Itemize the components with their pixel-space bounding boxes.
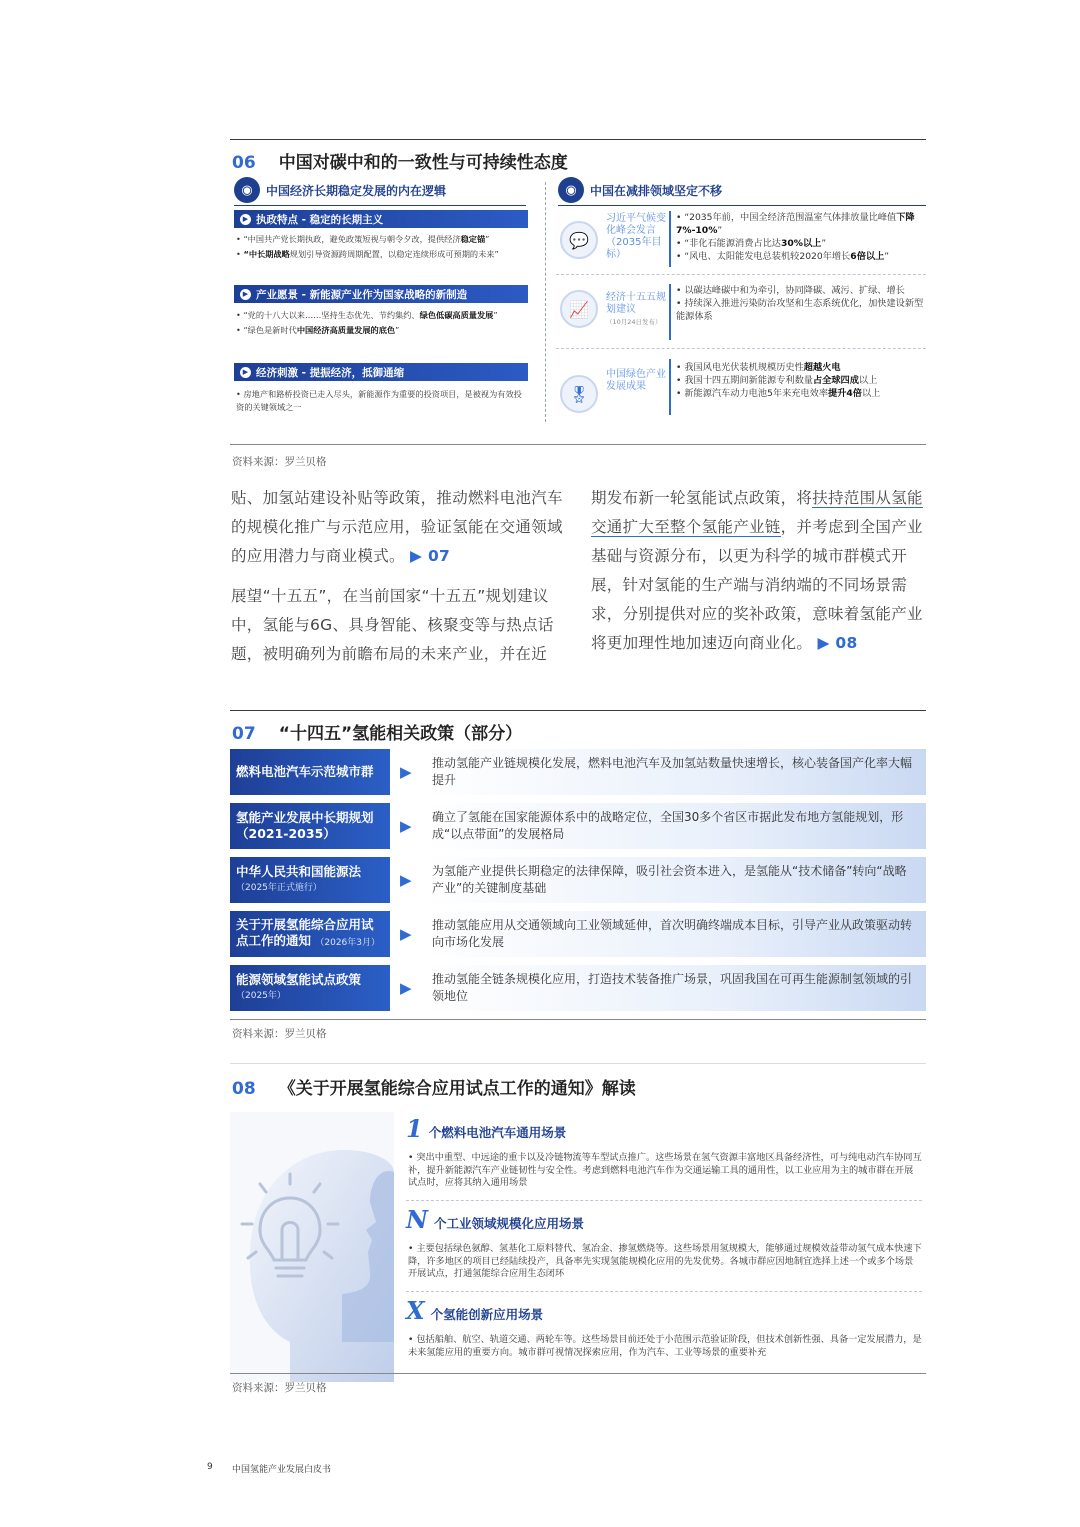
row-label-text: 经济十五五规划建议 xyxy=(606,292,666,315)
policy-description: 推动氢能产业链规模化发展，燃料电池汽车及加氢站数量快速增长，核心装备国产化率大幅提升 xyxy=(424,749,926,795)
section-08-header xyxy=(232,1074,636,1099)
left-heading-text: 中国经济长期稳定发展的内在逻辑 xyxy=(266,183,447,198)
chevron-right-icon: ▶ xyxy=(400,817,412,835)
row-divider xyxy=(669,284,671,340)
row-divider xyxy=(669,359,671,415)
section-08-bottom-rule xyxy=(230,1373,926,1374)
policy-name xyxy=(230,803,390,849)
scenario-number: 1 xyxy=(406,1114,423,1143)
para-text: 期发布新一轮氢能试点政策，将 xyxy=(591,489,813,507)
policy-description: 推动氢能全链条规模化应用，打造技术装备推广场景，巩固我国在可再生能源制氢领域的引领地位 xyxy=(424,965,926,1011)
row-text-bold: 超越火电 xyxy=(803,362,841,373)
bullet-text: 房地产和路桥投资已走入尽头，新能源作为重要的投资项目，是被视为有效投资的关键领域之一 xyxy=(236,389,522,412)
policy-name xyxy=(230,857,390,903)
policy-description: 确立了氢能在国家能源体系中的战略定位，全国30多个省区市据此发布地方氢能规划，形成“以点带面”的发展格局 xyxy=(424,803,926,849)
section-title: 中国对碳中和的一致性与可持续性态度 xyxy=(278,153,568,173)
play-icon: ▶ xyxy=(240,367,251,378)
figure-ref-07[interactable]: ▶ 07 xyxy=(410,547,451,565)
bullet-text: “党的十八大以来……坚持生态优先、节约集约、 xyxy=(243,310,420,320)
source-note: 资料来源：罗兰贝格 xyxy=(232,456,327,468)
policy-row xyxy=(230,911,926,957)
section-number: 07 xyxy=(232,724,256,744)
fingerprint-icon: ◉ xyxy=(234,177,260,203)
bullet: • “绿色是新时代中国经济高质量发展的底色” xyxy=(236,325,400,335)
policy-name xyxy=(230,965,390,1011)
body-left-paragraph-1 xyxy=(231,484,571,571)
right-row-green-industry xyxy=(556,355,926,417)
scenario-separator xyxy=(406,1200,922,1201)
row-text-part: “风电、太阳能发电总装机较2020年增长 xyxy=(684,251,851,262)
row-label xyxy=(606,292,668,328)
scenario-number: N xyxy=(406,1205,428,1234)
row-label: 中国绿色产业发展成果 xyxy=(606,369,666,392)
bar-label: 经济刺激 - 提振经济，抵御通缩 xyxy=(256,366,405,379)
bullet-text: 规划引导资源跨周期配置，以稳定连续形成可预期的未来” xyxy=(289,249,499,259)
row-divider xyxy=(669,211,671,267)
source-note: 资料来源：罗兰贝格 xyxy=(232,1382,327,1394)
row-text-end: 以上 xyxy=(861,388,881,399)
scenario-1-title xyxy=(406,1114,566,1143)
row-text: • “2035年前，中国全经济范围温室气体排放量比峰值下降7%-10%” • “非化石能源消费占比达30%以上” • “风电、太阳能发电总装机较2020年增长6倍以上” xyxy=(676,212,915,262)
chevron-right-icon: ▶ xyxy=(400,979,412,997)
left-heading-rule xyxy=(234,205,526,206)
row-text-bold: 30%以上 xyxy=(780,238,822,249)
row-text-bold: 提升4倍 xyxy=(828,388,862,399)
fingerprint-icon: ◉ xyxy=(558,177,584,203)
industry-vision-bar xyxy=(234,285,528,303)
policy-name xyxy=(230,911,390,957)
policy-row xyxy=(230,965,926,1011)
bar-label: 产业愿景 - 新能源产业作为国家战略的新制造 xyxy=(256,288,468,301)
row-text-bold: 占全球四成 xyxy=(812,375,859,386)
policy-name-text: 能源领域氢能试点政策 xyxy=(236,972,362,987)
section-08-top-rule xyxy=(230,1063,926,1064)
row-text-end: ” xyxy=(821,238,827,249)
policy-row xyxy=(230,749,926,795)
row-separator xyxy=(556,348,926,349)
section-number: 06 xyxy=(232,153,256,173)
bullet: • “党的十八大以来……坚持生态优先、节约集约、绿色低碳高质量发展” xyxy=(236,310,498,320)
row-text: • 我国风电光伏装机规模历史性超越火电 • 我国十四五期间新能源专利数量占全球四成以上 • 新能源汽车动力电池5年来充电效率提升4倍以上 xyxy=(676,362,881,399)
scenario-3-title xyxy=(406,1296,543,1325)
row-text-part: “2035年前，中国全经济范围温室气体排放量比峰值 xyxy=(684,212,897,223)
policy-row xyxy=(230,857,926,903)
right-heading-text: 中国在减排领域坚定不移 xyxy=(590,183,723,198)
row-text-part: 我国十四五期间新能源专利数量 xyxy=(684,375,813,386)
bullet-end: ” xyxy=(485,234,490,244)
body-left-paragraph-2: 展望“十五五”，在当前国家“十五五”规划建议中，氢能与6G、具身智能、核聚变等与热点话题，被明确列为前瞻布局的未来产业，并在近 xyxy=(231,587,554,663)
speech-icon: 💬 xyxy=(560,221,598,259)
scenario-1-text: • 突出中重型、中远途的重卡以及冷链物流等车型试点推广。这些场景在氢气资源丰富地区具备经济性，可与纯电动汽车协同互补，提升新能源汽车产业链韧性与安全性。考虑到燃料电池汽车作为交通运输工具的通用性，以工业应用为主的城市群在开展试点时，应将其纳入通用场景 xyxy=(408,1152,922,1188)
section-07-header xyxy=(232,719,522,744)
row-label-small: （10月24日发布） xyxy=(606,318,662,326)
row-text-bold: 下降7%-10% xyxy=(676,212,915,236)
bullet: • “中长期战略规划引导资源跨周期配置，以稳定连续形成可预期的未来” xyxy=(236,249,499,259)
bullet-bold: “中长期战略 xyxy=(243,249,290,259)
head-lightbulb-illustration xyxy=(230,1112,394,1382)
economic-stimulus-bar xyxy=(234,363,528,381)
scenario-2-text: • 主要包括绿色氨醇、氢基化工原料替代、氢冶金、掺氢燃烧等。这些场景用氢规模大，能够通过规模效益带动氢气成本快速下降，许多地区的项目已经陆续投产，具备率先实现氢能规模化应用的先发优势。各城市群应因地制宜选择上述一个或多个场景开展试点，打通氢能综合应用生态闭环 xyxy=(408,1243,922,1279)
bullet-bold: 绿色低碳高质量发展 xyxy=(419,310,494,320)
row-text-part: 以碳达峰碳中和为牵引，协同降碳、减污、扩绿、增长 xyxy=(684,285,905,296)
row-text-part: 持续深入推进污染防治攻坚和生态系统优化，加快建设新型能源体系 xyxy=(676,298,924,322)
right-column-heading xyxy=(558,177,722,203)
section-06-top-rule xyxy=(230,139,926,140)
policy-description: 推动氢能应用从交通领域向工业领域延伸，首次明确终端成本目标，引导产业从政策驱动转向市场化发展 xyxy=(424,911,926,957)
bullet-bold: 稳定锚 xyxy=(460,234,486,244)
award-icon: 🎖 xyxy=(560,375,598,413)
policy-description: 为氢能产业提供长期稳定的法律保障，吸引社会资本进入，是氢能从“技术储备”转向“战略产业”的关键制度基础 xyxy=(424,857,926,903)
column-divider xyxy=(545,182,546,422)
row-text-end: ” xyxy=(717,225,723,236)
row-text-end: 以上 xyxy=(858,375,878,386)
bullet-bold: 中国经济高质量发展的底色 xyxy=(296,325,396,335)
row-text-end: ” xyxy=(884,251,890,262)
para-text: 贴、加氢站建设补贴等政策，推动燃料电池汽车的规模化推广与示范应用，验证氢能在交通领域的应用潜力与商业模式。 xyxy=(231,489,563,565)
policy-name xyxy=(230,749,390,795)
bullet: • 房地产和路桥投资已走入尽头，新能源作为重要的投资项目，是被视为有效投资的关键领域之一 xyxy=(236,389,522,412)
section-title: “十四五”氢能相关政策（部分） xyxy=(278,724,523,744)
chevron-right-icon: ▶ xyxy=(400,763,412,781)
para-text: ，并考虑到全国产业基础与资源分布，以更为科学的城市群模式开展，针对氢能的生产端与消纳端的不同场景需求，分别提供对应的奖补政策，意味着氢能产业将更加理性地加速迈向商业化。 xyxy=(591,518,923,652)
row-text: • 以碳达峰碳中和为牵引，协同降碳、减污、扩绿、增长 • 持续深入推进污染防治攻坚和生态系统优化，加快建设新型能源体系 xyxy=(676,285,924,322)
footer-title: 中国氢能产业发展白皮书 xyxy=(232,1465,332,1475)
play-icon: ▶ xyxy=(240,214,251,225)
section-07-bottom-rule xyxy=(230,1019,926,1020)
policy-row xyxy=(230,803,926,849)
bullet-end: ” xyxy=(395,325,400,335)
bullet-text: “中国共产党长期执政，避免政策短视与朝令夕改，提供经济 xyxy=(243,234,461,244)
section-06-header xyxy=(232,148,568,173)
section-title: 《关于开展氢能综合应用试点工作的通知》解读 xyxy=(278,1079,636,1099)
para-underline: 扶持范围从氢能交通扩大至整个氢能产业链 xyxy=(591,489,923,536)
right-row-15th-plan xyxy=(556,280,926,342)
policy-name-text: 关于开展氢能综合应用试点工作的通知 xyxy=(236,917,374,948)
row-separator xyxy=(556,274,926,275)
bar-label: 执政特点 - 稳定的长期主义 xyxy=(256,213,384,226)
scenario-3-text: • 包括船舶、航空、轨道交通、两轮车等。这些场景目前还处于小范围示范验证阶段，但技术创新性强、具备一定发展潜力，是未来氢能应用的重要方向。城市群可视情况探索应用，作为汽车、工业等场景的重要补充 xyxy=(408,1334,922,1358)
source-note: 资料来源：罗兰贝格 xyxy=(232,1028,327,1040)
policy-name-text: 中华人民共和国能源法 xyxy=(236,864,362,879)
bullet-text: “绿色是新时代 xyxy=(243,325,297,335)
scenario-number: X xyxy=(406,1296,425,1325)
policy-name-sub: （2025年正式施行） xyxy=(236,883,322,893)
scenario-title-text: 个氢能创新应用场景 xyxy=(430,1307,544,1322)
section-06-bottom-rule xyxy=(230,444,926,445)
chevron-right-icon: ▶ xyxy=(400,871,412,889)
policy-name-text: 氢能产业发展中长期规划（2021-2035） xyxy=(236,810,374,841)
right-row-climate-summit xyxy=(556,207,926,269)
scenario-separator xyxy=(406,1291,922,1292)
row-text-bold: 6倍以上 xyxy=(850,251,885,262)
left-column-heading xyxy=(234,177,446,203)
scenario-title-text: 个工业领域规模化应用场景 xyxy=(433,1216,584,1231)
section-07-top-rule xyxy=(230,710,926,711)
page-number: 9 xyxy=(207,1462,213,1472)
scenario-title-text: 个燃料电池汽车通用场景 xyxy=(428,1125,567,1140)
body-right-paragraph xyxy=(591,484,931,658)
row-text-part: 新能源汽车动力电池5年来充电效率 xyxy=(684,388,829,399)
chart-icon: 📈 xyxy=(560,290,598,328)
policy-feature-bar xyxy=(234,210,528,228)
bullet-end: ” xyxy=(493,310,498,320)
scenario-2-title xyxy=(406,1205,584,1234)
section-number: 08 xyxy=(232,1079,256,1099)
play-icon: ▶ xyxy=(240,289,251,300)
row-text-part: 我国风电光伏装机规模历史性 xyxy=(684,362,804,373)
policy-name-text: 燃料电池汽车示范城市群 xyxy=(236,764,374,779)
row-text-part: “非化石能源消费占比达 xyxy=(684,238,781,249)
chevron-right-icon: ▶ xyxy=(400,925,412,943)
figure-ref-08[interactable]: ▶ 08 xyxy=(817,634,858,652)
policy-name-sub: （2026年3月） xyxy=(315,938,381,948)
right-heading-rule xyxy=(558,205,926,206)
bullet: • “中国共产党长期执政，避免政策短视与朝令夕改，提供经济稳定锚” xyxy=(236,234,490,244)
policy-name-sub: （2025年） xyxy=(236,991,286,1001)
row-label: 习近平气候变化峰会发言（2035年目标） xyxy=(606,213,666,260)
